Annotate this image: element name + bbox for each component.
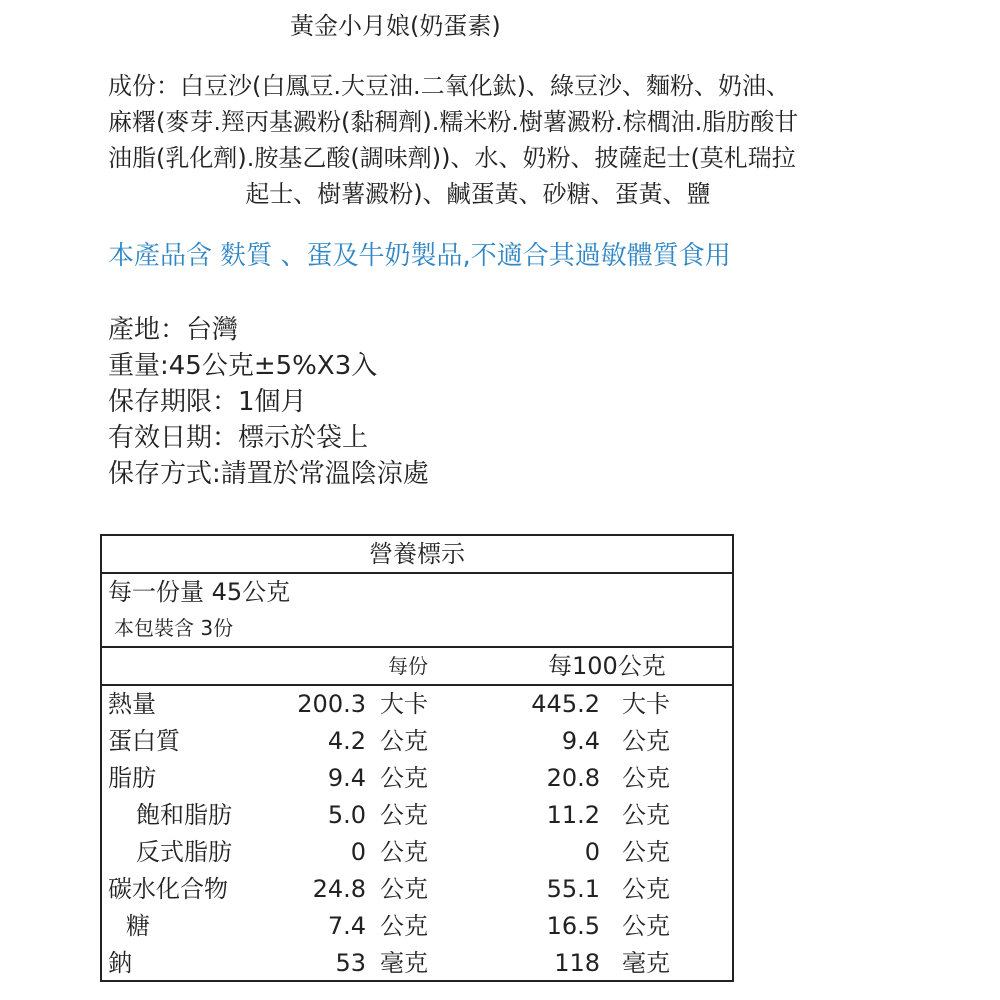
- per-serving-unit: 公克: [380, 727, 428, 755]
- nutrition-header: 營養標示: [102, 536, 732, 574]
- per-100g-value: 9.4: [561, 727, 600, 755]
- servings-per-package: 本包裝含 3份: [102, 610, 732, 648]
- ingredients-line: 油脂(乳化劑).胺基乙酸(調味劑))、水、奶粉、披薩起士(莫札瑞拉: [108, 144, 796, 172]
- per-100g-unit: 公克: [622, 801, 670, 829]
- nutrition-row-saturated-fat: [102, 797, 732, 834]
- origin-text: 產地：台灣: [108, 315, 239, 345]
- nutrient-label: 鈉: [108, 949, 132, 977]
- per-serving-unit: 大卡: [380, 690, 428, 718]
- per-100g-unit: 公克: [622, 912, 670, 940]
- per-serving-header: 每份: [388, 654, 428, 678]
- nutrition-row-fat: [102, 760, 732, 797]
- per-serving-value: 53: [335, 949, 366, 977]
- nutrition-row-carbohydrate: [102, 871, 732, 908]
- ingredients-line: 成份：白豆沙(白鳳豆.大豆油.二氧化鈦)、綠豆沙、麵粉、奶油、: [108, 72, 790, 100]
- shelf-life-text: 保存期限：1個月: [108, 387, 307, 417]
- column-headers: [102, 648, 732, 686]
- per-100g-value: 118: [554, 949, 600, 977]
- nutrient-label: 飽和脂肪: [136, 801, 232, 829]
- nutrient-label: 糖: [126, 912, 150, 940]
- per-100g-value: 16.5: [546, 912, 600, 940]
- per-100g-value: 55.1: [546, 875, 600, 903]
- per-serving-value: 4.2: [327, 727, 366, 755]
- nutrient-label: 熱量: [108, 690, 156, 718]
- nutrition-row-protein: [102, 723, 732, 760]
- per-serving-unit: 公克: [380, 838, 428, 866]
- per-100g-unit: 毫克: [622, 949, 670, 977]
- per-100g-unit: 公克: [622, 838, 670, 866]
- per-serving-value: 5.0: [327, 801, 366, 829]
- nutrition-row-calories: [102, 686, 732, 723]
- per-serving-unit: 公克: [380, 801, 428, 829]
- serving-size: 每一份量 45公克: [108, 578, 291, 606]
- per-serving-value: 0: [350, 838, 366, 866]
- ingredients-line: 起士、樹薯澱粉)、鹹蛋黃、砂糖、蛋黃、鹽: [245, 180, 711, 208]
- per-serving-unit: 公克: [380, 875, 428, 903]
- per-serving-value: 24.8: [312, 875, 366, 903]
- nutrition-row-trans-fat: [102, 834, 732, 871]
- per-serving-unit: 公克: [380, 912, 428, 940]
- storage-text: 保存方式:請置於常溫陰涼處: [108, 459, 429, 489]
- nutrient-label: 蛋白質: [108, 727, 180, 755]
- ingredients-block: [108, 68, 868, 212]
- nutrient-label: 反式脂肪: [136, 838, 232, 866]
- expiry-text: 有效日期：標示於袋上: [108, 423, 369, 453]
- product-info: [108, 312, 429, 492]
- per-serving-unit: 毫克: [380, 949, 428, 977]
- per-serving-unit: 公克: [380, 764, 428, 792]
- weight-text: 重量:45公克±5%X3入: [108, 351, 378, 381]
- per-100g-header: 每100公克: [548, 652, 666, 680]
- nutrition-facts-table: [100, 534, 734, 982]
- per-100g-value: 0: [584, 838, 600, 866]
- per-100g-unit: 公克: [622, 727, 670, 755]
- per-100g-value: 11.2: [546, 801, 600, 829]
- nutrition-row-sodium: [102, 945, 732, 982]
- per-serving-value: 9.4: [327, 764, 366, 792]
- nutrient-label: 碳水化合物: [108, 875, 228, 903]
- per-serving-value: 200.3: [297, 690, 366, 718]
- ingredients-line: 麻糬(麥芽.羥丙基澱粉(黏稠劑).糯米粉.樹薯澱粉.棕櫚油.脂肪酸甘: [108, 108, 799, 136]
- per-100g-unit: 公克: [622, 764, 670, 792]
- per-100g-unit: 大卡: [622, 690, 670, 718]
- product-title: 黃金小月娘(奶蛋素): [290, 12, 501, 40]
- per-100g-unit: 公克: [622, 875, 670, 903]
- per-100g-value: 20.8: [546, 764, 600, 792]
- allergen-warning: 本產品含 麩質 、蛋及牛奶製品,不適合其過敏體質食用: [108, 241, 731, 271]
- per-serving-value: 7.4: [327, 912, 366, 940]
- per-100g-value: 445.2: [531, 690, 600, 718]
- nutrition-row-sugar: [102, 908, 732, 945]
- nutrient-label: 脂肪: [108, 764, 156, 792]
